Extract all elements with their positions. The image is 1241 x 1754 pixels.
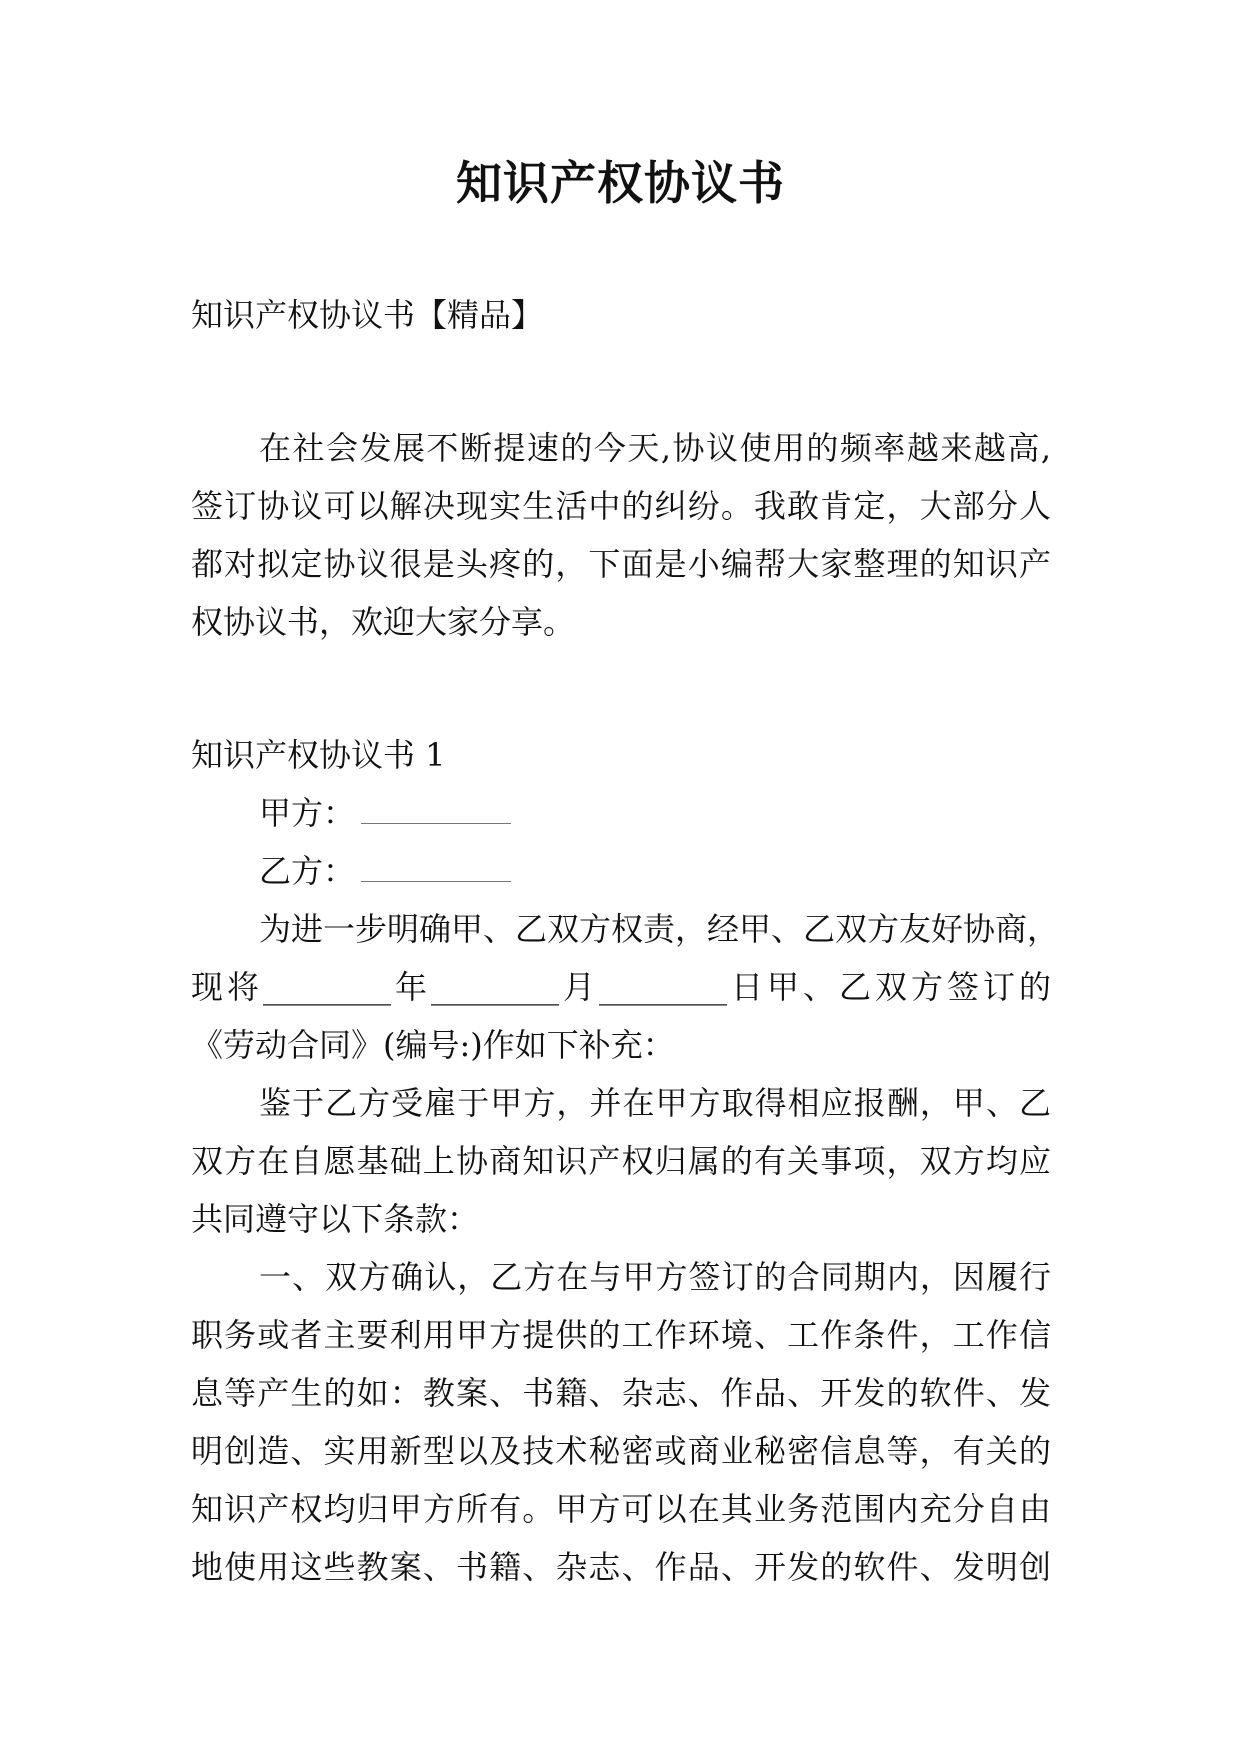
paragraph-line: 都对拟定协议很是头疼的，下面是小编帮大家整理的知识产 — [191, 545, 1051, 583]
party-a-blank — [361, 793, 511, 824]
party-b-field — [191, 842, 1051, 900]
paragraph-line: 权协议书，欢迎大家分享。 — [191, 603, 576, 641]
party-a-label: 甲方： — [259, 794, 356, 832]
document-body — [191, 286, 1060, 1596]
paragraph-line: 地使用这些教案、书籍、杂志、作品、开发的软件、发明创 — [191, 1548, 1051, 1586]
paragraph-line: 双方在自愿基础上协商知识产权归属的有关事项，双方均应 — [191, 1142, 1051, 1180]
clause-one-paragraph — [191, 1248, 1051, 1596]
paragraph-line: 息等产生的如：教案、书籍、杂志、作品、开发的软件、发 — [191, 1374, 1051, 1412]
paragraph-line: 为进一步明确甲、乙双方权责，经甲、乙双方友好协商， — [259, 910, 1060, 948]
document-subtitle: 知识产权协议书【精品】 — [191, 296, 544, 334]
document-title: 知识产权协议书 — [456, 156, 785, 210]
paragraph-line: 现将________年________月________日甲、乙双方签订的 — [191, 968, 1051, 1006]
paragraph-line: 签订协议可以解决现实生活中的纠纷。我敢肯定，大部分人 — [191, 487, 1051, 525]
section-heading: 知识产权协议书 1 — [191, 736, 446, 774]
whereas-paragraph — [191, 1074, 1051, 1248]
party-a-field — [191, 784, 1051, 842]
intro-paragraph — [191, 419, 1051, 651]
paragraph-line: 一、双方确认，乙方在与甲方签订的合同期内，因履行 — [259, 1258, 1051, 1296]
party-b-blank — [361, 851, 511, 882]
paragraph-line: 职务或者主要利用甲方提供的工作环境、工作条件，工作信 — [191, 1316, 1051, 1354]
paragraph-line: 知识产权均归甲方所有。甲方可以在其业务范围内充分自由 — [191, 1490, 1051, 1528]
paragraph-line: 共同遵守以下条款： — [191, 1200, 480, 1238]
paragraph-line: 明创造、实用新型以及技术秘密或商业秘密信息等，有关的 — [191, 1432, 1051, 1470]
paragraph-line: 《劳动合同》(编号:)作如下补充： — [191, 1026, 675, 1064]
party-b-label: 乙方： — [259, 852, 356, 890]
paragraph-line: 在社会发展不断提速的今天,协议使用的频率越来越高, — [259, 429, 1051, 467]
paragraph-line: 鉴于乙方受雇于甲方，并在甲方取得相应报酬，甲、乙 — [259, 1084, 1051, 1122]
supplement-paragraph — [191, 900, 1060, 1074]
